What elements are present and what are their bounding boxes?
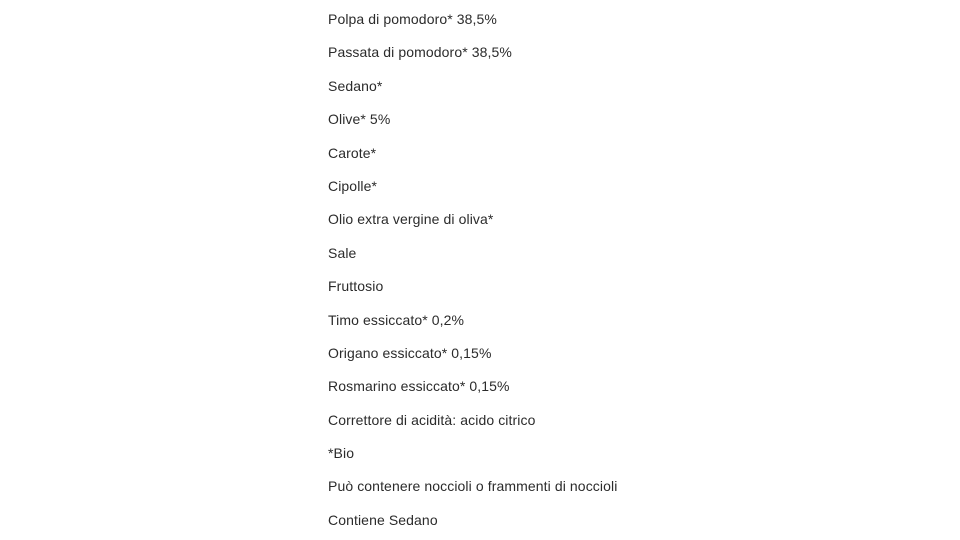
ingredient-item: Sedano* bbox=[328, 77, 383, 94]
ingredient-item: Timo essiccato* 0,2% bbox=[328, 311, 465, 328]
ingredient-item: Sale bbox=[328, 244, 357, 261]
allergen-warning: Può contenere noccioli o frammenti di noccioli bbox=[328, 478, 618, 495]
ingredient-item: Rosmarino essiccato* 0,15% bbox=[328, 378, 510, 395]
ingredients-list bbox=[328, 3, 617, 537]
ingredient-item: Correttore di acidità: acido citrico bbox=[328, 411, 536, 428]
ingredient-item: Polpa di pomodoro* 38,5% bbox=[328, 11, 497, 27]
ingredient-item: Cipolle* bbox=[328, 177, 378, 194]
ingredient-item: Olio extra vergine di oliva* bbox=[328, 211, 494, 228]
ingredient-item: Origano essiccato* 0,15% bbox=[328, 344, 492, 361]
ingredient-item: Fruttosio bbox=[328, 278, 384, 295]
ingredient-item: Passata di pomodoro* 38,5% bbox=[328, 44, 512, 61]
ingredient-item: Olive* 5% bbox=[328, 111, 391, 128]
allergen-contains: Contiene Sedano bbox=[328, 511, 438, 528]
ingredient-item: Carote* bbox=[328, 144, 377, 161]
organic-note: *Bio bbox=[328, 445, 355, 462]
